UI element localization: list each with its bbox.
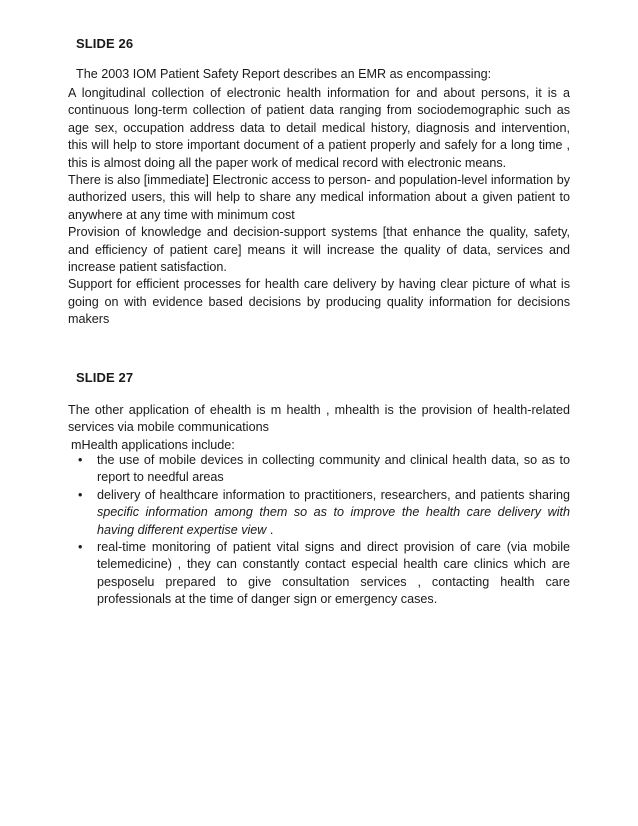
slide-26-paragraph-1: A longitudinal collection of electronic health information for and about persons, it is a continuous long-term collection of patient data ranging from sociodemographic such as age sex, occupation address data to detail medical history, diagnosis and intervention, this will help to store important document of a patient properly and safely for a long time , this is almost doing all the paper work of medical record with electronic means. <box>68 86 570 170</box>
slide-27-intro: The other application of ehealth is m health , mhealth is the provision of health-related services via mobile communications <box>68 403 570 435</box>
list-item-text: real-time monitoring of patient vital signs and direct provision of care (via mobile telemedicine) , they can constantly contact especial health care clinics which are pesposelu prepared to give consultation services , contacting health care professionals at the time of danger sign or emergency cases. <box>97 540 570 607</box>
bullet-icon: • <box>78 540 83 555</box>
list-item-tail: . <box>269 522 274 537</box>
list-item <box>68 487 570 539</box>
mhealth-applications-list <box>68 452 570 609</box>
slide-26-body <box>68 85 570 329</box>
bullet-icon: • <box>78 487 83 502</box>
slide-27-list-intro: mHealth applications include: <box>71 437 235 452</box>
slide-27-body <box>68 402 570 454</box>
list-item-text: delivery of healthcare information to practitioners, researchers, and patients sharing <box>97 487 570 502</box>
slide-26-intro: The 2003 IOM Patient Safety Report describes an EMR as encompassing: <box>76 67 492 81</box>
list-item-text: the use of mobile devices in collecting community and clinical health data, so as to report to needful areas <box>97 453 570 485</box>
list-item <box>68 452 570 487</box>
slide-26-paragraph-3: Provision of knowledge and decision-support systems [that enhance the quality, safety, and efficiency of patient care] means it will increase the quality of data, services and increase patient satisfaction. <box>68 225 570 275</box>
slide-26-paragraph-4: Support for efficient processes for health care delivery by having clear picture of what is going on with evidence based decisions by producing quality information for decisions makers <box>68 277 570 327</box>
slide-27-heading: SLIDE 27 <box>76 370 134 385</box>
bullet-icon: • <box>78 453 83 467</box>
slide-26-heading: SLIDE 26 <box>76 36 134 51</box>
list-item <box>68 539 570 609</box>
slide-26-paragraph-2: There is also [immediate] Electronic access to person- and population-level information by authorized users, this will help to share any medical information about a given patient to anywhere at any time with minimum cost <box>68 173 570 222</box>
list-item-italic-text: specific information among them so as to improve the health care delivery with having different expertise view <box>97 505 570 537</box>
